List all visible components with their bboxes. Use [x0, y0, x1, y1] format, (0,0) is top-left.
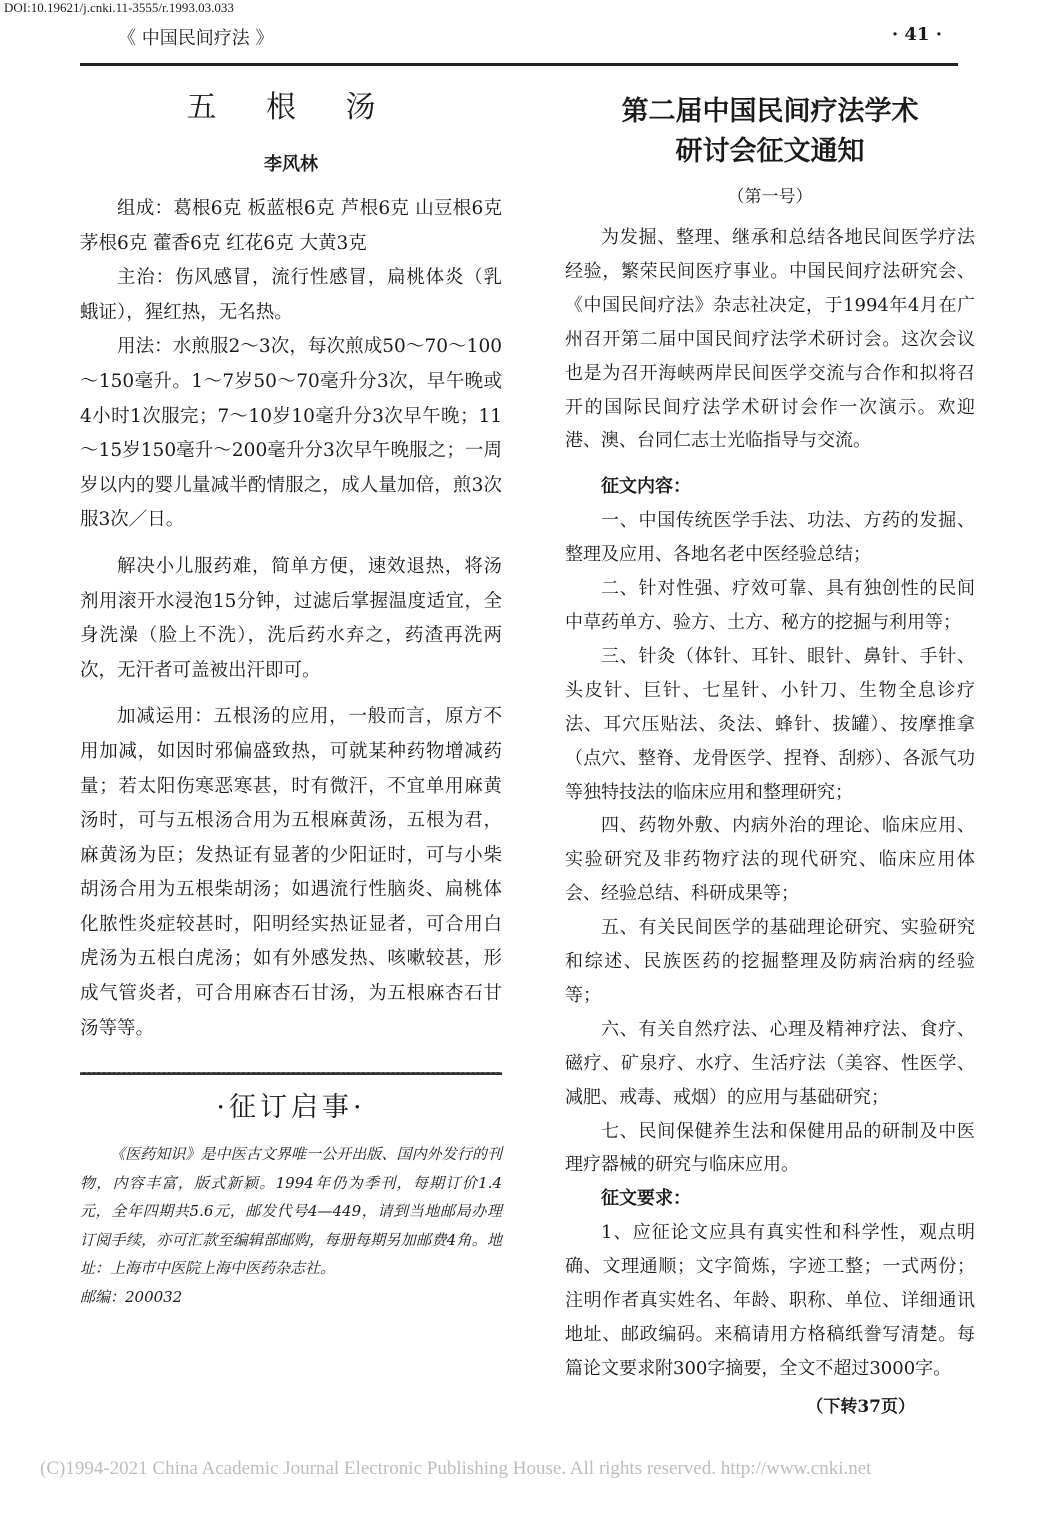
indication-paragraph: 主治：伤风感冒，流行性感冒，扁桃体炎（乳蛾证），猩红热，无名热。	[80, 267, 502, 323]
call-title-line2: 研讨会征文通知	[675, 136, 865, 167]
composition-paragraph: 组成：葛根6克 板蓝根6克 芦根6克 山豆根6克 茅根6克 藿香6克 红花6克 大黄3克	[80, 198, 502, 254]
left-column	[80, 82, 502, 1311]
call-title-line1: 第二届中国民间疗法学术	[621, 96, 919, 127]
requirement-item: 1、应征论文应具有真实性和科学性，观点明确、文理通顺；文字简炼，字迹工整；一式两份；注明作者真实姓名、年龄、职称、单位、详细通讯地址、邮政编码。来稿请用方格稿纸誊写清楚。每篇论文要求附300字摘要，全文不超过3000字。	[565, 1222, 975, 1379]
content-item: 五、有关民间医学的基础理论研究、实验研究和综述、民族医药的挖掘整理及防病治病的经验等；	[565, 917, 975, 1006]
section-separator	[80, 1072, 502, 1075]
requirements-heading: 征文要求：	[601, 1188, 691, 1210]
page-number: · 41 ·	[891, 24, 942, 45]
notice-body: 《医药知识》是中医古文界唯一公开出版、国内外发行的刊物，内容丰富，版式新颖。1994年仍为季刊，每期订价1.4元，全年四期共5.6元，邮发代号4—449，请到当地邮局办理订阅手续，亦可汇款至编辑部邮购，每册每期另加邮费4角。地址：上海市中医院上海中医药杂志社。	[80, 1145, 502, 1278]
notice-title: ·征订启事·	[216, 1092, 366, 1124]
right-column	[565, 92, 975, 1417]
modification-paragraph: 加减运用：五根汤的应用，一般而言，原方不用加减，如因时邪偏盛致热，可就某种药物增减药量；若太阳伤寒恶寒甚，时有微汗，不宜单用麻黄汤时，可与五根汤合用为五根麻黄汤，五根为君，麻黄汤为臣；发热证有显著的少阳证时，可与小柴胡汤合用为五根柴胡汤；如遇流行性脑炎、扁桃体化脓性炎症较甚时，阳明经实热证显者，可合用白虎汤为五根白虎汤；如有外感发热、咳嗽较甚，形成气管炎者，可合用麻杏石甘汤，为五根麻杏石甘汤等等。	[80, 706, 502, 1039]
copyright-footer: (C)1994-2021 China Academic Journal Electronic Publishing House. All rights reserved. http://www.cnki.net	[40, 1458, 872, 1479]
article-title: 五 根 汤	[186, 90, 396, 125]
notice-postcode: 邮编：200032	[80, 1287, 183, 1306]
content-item: 四、药物外敷、内病外治的理论、临床应用、实验研究及非药物疗法的现代研究、临床应用体会、经验总结、科研成果等；	[565, 815, 975, 905]
content-item: 二、针对性强、疗效可靠、具有独创性的民间中草药单方、验方、土方、秘方的挖掘与利用等；	[565, 578, 975, 633]
content-item: 七、民间保健养生法和保健用品的研制及中医理疗器械的研究与临床应用。	[565, 1120, 975, 1176]
call-intro: 为发掘、整理、继承和总结各地民间医学疗法经验，繁荣民间医疗事业。中国民间疗法研究会、《中国民间疗法》杂志社决定，于1994年4月在广州召开第二届中国民间疗法学术研讨会。这次会议也是为召开海峡两岸民间医学交流与合作和拟将召开的国际民间疗法学术研讨会作一次演示。欢迎港、澳、台同仁志士光临指导与交流。	[565, 227, 975, 452]
content-heading: 征文内容：	[601, 476, 691, 498]
header-rule	[80, 63, 958, 66]
call-number: （第一号）	[727, 187, 813, 207]
journal-name: 《 中国民间疗法 》	[118, 28, 274, 49]
content-item: 三、针灸（体针、耳针、眼针、鼻针、手针、头皮针、巨针、七星针、小针刀、生物全息诊疗法、耳穴压贴法、灸法、蜂针、拔罐）、按摩推拿（点穴、整脊、龙骨医学、捏脊、刮痧）、各派气功等独特技法的临床应用和整理研究；	[565, 645, 975, 803]
notice-block	[80, 1140, 502, 1311]
content-item: 一、中国传统医学手法、功法、方药的发掘、整理及应用、各地名老中医经验总结；	[565, 510, 975, 566]
article-author: 李风林	[264, 154, 318, 175]
external-use-paragraph: 解决小儿服药难，简单方便，速效退热，将汤剂用滚开水浸泡15分钟，过滤后掌握温度适宜，全身洗澡（脸上不洗），洗后药水弃之，药渣再洗两次，无汗者可盖被出汗即可。	[80, 555, 502, 681]
usage-paragraph: 用法：水煎服2～3次，每次煎成50～70～100～150毫升。1～7岁50～70毫升分3次，早午晚或4小时1次服完；7～10岁10毫升分3次早午晚；11～15岁150毫升～200毫升分3次早午晚服之；一周岁以内的婴儿量减半酌情服之，成人量加倍，煎3次服3次／日。	[80, 336, 502, 531]
content-item: 六、有关自然疗法、心理及精神疗法、食疗、磁疗、矿泉疗、水疗、生活疗法（美容、性医学、减肥、戒毒、戒烟）的应用与基础研究；	[565, 1018, 975, 1108]
continued-note: （下转37页）	[806, 1396, 915, 1417]
doi-line: DOI:10.19621/j.cnki.11-3555/r.1993.03.033	[4, 0, 234, 15]
